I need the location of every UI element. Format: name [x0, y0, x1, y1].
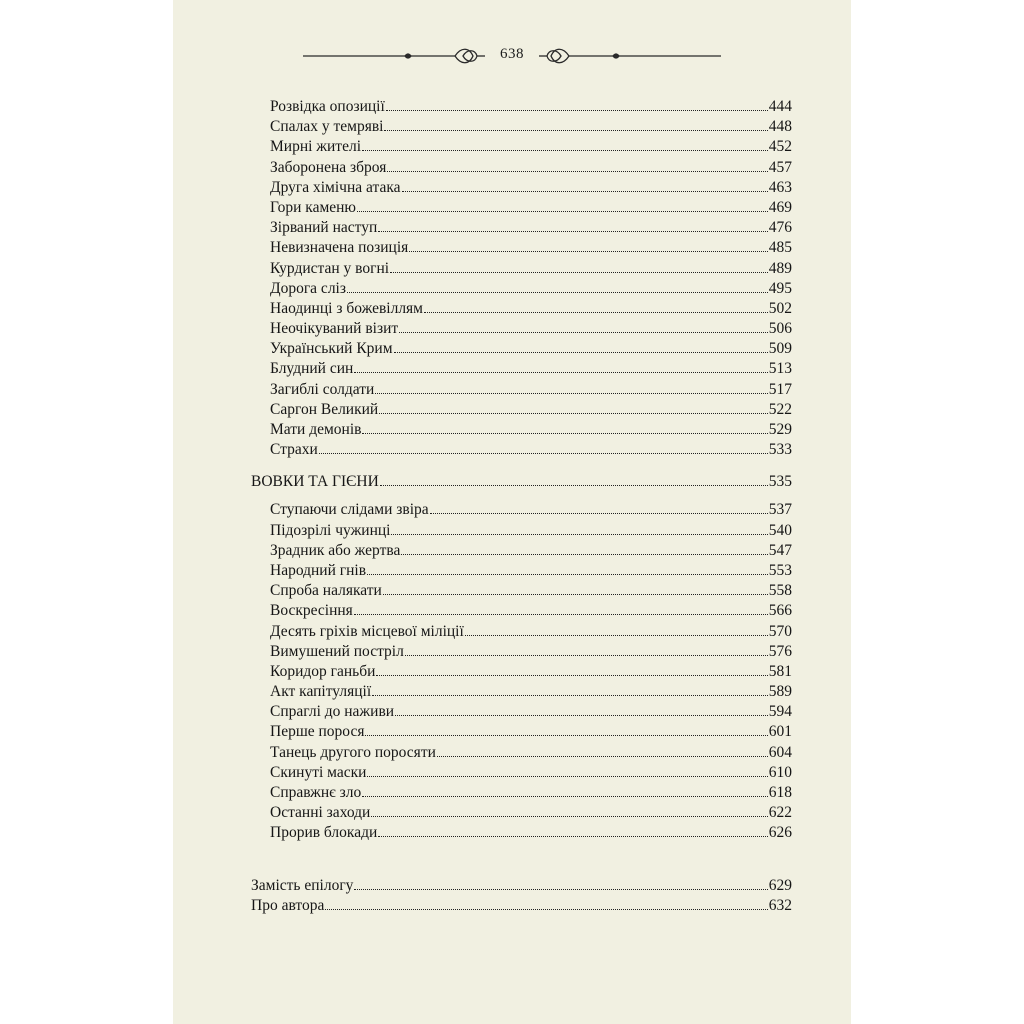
toc-entry	[251, 299, 792, 319]
toc-entry-title: Український Крим	[270, 340, 393, 358]
toc-entry-title: Акт капітуляції	[270, 683, 372, 701]
toc-entry-page: 476	[768, 219, 792, 237]
toc-entry	[251, 722, 792, 742]
dot-leader	[319, 452, 768, 454]
toc-entry-title: Ступаючи слідами звіра	[270, 501, 429, 519]
dot-leader	[401, 553, 767, 555]
toc-entry-title: Мати демонів	[270, 421, 362, 438]
toc-entry	[251, 440, 792, 460]
dot-leader	[405, 654, 768, 656]
toc-part-entry	[251, 471, 792, 500]
toc-entry	[251, 319, 792, 339]
toc-entry	[251, 400, 792, 420]
dot-leader	[409, 250, 767, 252]
toc-entry-page: 629	[768, 876, 792, 894]
toc-entry-title: Народний гнів	[270, 561, 367, 579]
dot-leader	[362, 432, 767, 434]
toc-entry-title: Саргон Великий	[270, 400, 379, 418]
toc-entry	[251, 763, 792, 783]
toc-entry-page: 495	[768, 279, 792, 297]
toc-entry-page: 457	[768, 158, 792, 176]
toc-entry-title: Спраглі до наживи	[270, 703, 395, 721]
toc-entry	[251, 97, 792, 117]
toc-entry	[251, 541, 792, 561]
toc-entry-page: 540	[768, 521, 792, 539]
toc-entry-page: 529	[768, 421, 792, 438]
toc-entry-title: Скинуті маски	[270, 763, 367, 781]
dot-leader	[325, 908, 767, 910]
dot-leader	[395, 714, 768, 716]
toc-entry-page: 485	[768, 239, 792, 257]
toc-entry-title: Блудний син	[270, 360, 354, 378]
toc-entry-page: 489	[768, 259, 792, 277]
toc-entry-title: Наодинці з божевіллям	[270, 299, 423, 317]
toc-entry	[251, 198, 792, 218]
dot-leader	[365, 734, 767, 736]
toc-entry	[251, 158, 792, 178]
toc-entry	[251, 420, 792, 440]
toc-entry	[251, 622, 792, 642]
toc-entry	[251, 642, 792, 662]
dot-leader	[354, 371, 767, 373]
toc-entry-page: 469	[768, 198, 792, 216]
toc-entry	[251, 279, 792, 299]
toc-entry-title: Друга хімічна атака	[270, 178, 401, 196]
dot-leader	[402, 190, 768, 192]
toc-entry	[251, 561, 792, 581]
dot-leader	[378, 835, 767, 837]
book-page	[173, 0, 851, 1024]
toc-entry-page: 448	[768, 118, 792, 136]
toc-entry-title: Останні заходи	[270, 804, 371, 822]
toc-entry-page: 566	[768, 602, 792, 620]
toc-entry-title: Зрадник або жертва	[270, 541, 401, 559]
toc-entry	[251, 662, 792, 682]
toc-entry-title: Десять гріхів місцевої міліції	[270, 622, 464, 640]
dot-leader	[430, 512, 768, 514]
dot-leader	[375, 392, 767, 394]
dot-leader	[465, 634, 768, 636]
dot-leader	[424, 311, 768, 313]
toc-entry-title: Вимушений постріл	[270, 642, 404, 660]
toc-entry-page: 506	[768, 320, 792, 338]
toc-entry-title: Курдистан у вогні	[270, 259, 390, 277]
toc-entry-page: 537	[768, 501, 792, 519]
toc-entry	[251, 339, 792, 359]
toc-entry-title: Підозрілі чужинці	[270, 521, 391, 539]
toc-entry-page: 594	[768, 703, 792, 721]
toc-entry-title: Коридор ганьби	[270, 662, 376, 680]
toc-entry-page: 601	[768, 723, 792, 741]
toc-entry	[251, 581, 792, 601]
toc-entry-page: 622	[768, 804, 792, 822]
toc-entry-title: Невизначена позиція	[270, 239, 409, 257]
toc-entry	[251, 521, 792, 541]
toc-entry-title: Страхи	[270, 441, 318, 459]
toc-entry	[251, 137, 792, 157]
toc-chapter-list-1	[251, 97, 792, 460]
toc-entry-title: Прорив блокади	[270, 824, 378, 842]
toc-entry-page: 553	[768, 561, 792, 579]
toc-entry-title: Дорога сліз	[270, 279, 346, 297]
toc-entry-title: Замість епілогу	[251, 876, 354, 894]
toc-entry-title: Справжнє зло	[270, 784, 362, 801]
dot-leader	[384, 129, 767, 131]
dot-leader	[394, 351, 768, 353]
toc-part-heading	[251, 471, 792, 500]
toc-entry	[251, 259, 792, 279]
toc-entry-page: 570	[768, 622, 792, 640]
toc-entry-page: 463	[768, 178, 792, 196]
toc-entry-title: Неочікуваний візит	[270, 320, 399, 338]
toc-entry-title: Спроба налякати	[270, 582, 382, 600]
toc-entry-page: 626	[768, 824, 792, 842]
toc-entry-title: Воскресіння	[270, 602, 353, 620]
dot-leader	[399, 331, 768, 333]
toc-entry-title: Мирні жителі	[270, 138, 362, 156]
toc-entry	[251, 178, 792, 198]
toc-entry-page: 502	[768, 299, 792, 317]
dot-leader	[386, 109, 768, 111]
toc-entry-page: 581	[768, 662, 792, 680]
dot-leader	[347, 291, 768, 293]
toc-entry	[251, 500, 792, 520]
toc-entry-title: Гори каменю	[270, 198, 357, 216]
toc-entry	[251, 803, 792, 823]
page-header	[173, 38, 851, 74]
dot-leader	[354, 613, 768, 615]
dot-leader	[371, 815, 767, 817]
toc-entry	[251, 380, 792, 400]
dot-leader	[437, 755, 768, 757]
toc-entry-title: Заборонена зброя	[270, 158, 387, 176]
dot-leader	[367, 775, 767, 777]
toc-entry	[251, 682, 792, 702]
toc-entry-page: 589	[768, 683, 792, 701]
dot-leader	[357, 210, 768, 212]
toc-chapter-list-2	[251, 500, 792, 843]
dot-leader	[372, 694, 768, 696]
toc-entry-title: Танець другого поросяти	[270, 743, 436, 761]
dot-leader	[362, 795, 767, 797]
toc-entry-page: 610	[768, 763, 792, 781]
toc-entry	[251, 743, 792, 763]
toc-entry-page: 547	[768, 541, 792, 559]
dot-leader	[391, 533, 767, 535]
toc-entry-page: 618	[768, 784, 792, 801]
toc-entry-page: 558	[768, 582, 792, 600]
toc-entry-page: 513	[768, 360, 792, 378]
dot-leader	[378, 230, 768, 232]
toc-back-entry	[251, 876, 792, 896]
dot-leader	[380, 484, 768, 486]
toc-entry-title: Про автора	[251, 896, 325, 914]
dot-leader	[362, 149, 768, 151]
toc-entry-title: ВОВКИ ТА ГІЄНИ	[251, 473, 379, 491]
toc-entry-page: 509	[768, 340, 792, 358]
toc-entry-page: 533	[768, 441, 792, 459]
toc-entry-page: 632	[768, 896, 792, 914]
toc-back-matter	[251, 876, 792, 916]
toc-entry	[251, 601, 792, 621]
dot-leader	[379, 412, 768, 414]
toc-entry-title: Перше порося	[270, 723, 365, 741]
toc-entry	[251, 117, 792, 137]
toc-entry-page: 604	[768, 743, 792, 761]
toc-entry	[251, 783, 792, 803]
toc-entry-page: 517	[768, 380, 792, 398]
toc-entry-title: Спалах у темряві	[270, 118, 384, 136]
dot-leader	[387, 170, 767, 172]
dot-leader	[376, 674, 767, 676]
dot-leader	[354, 888, 767, 890]
toc-entry-page: 535	[768, 473, 792, 491]
toc-entry-title: Загиблі солдати	[270, 380, 375, 398]
toc-entry	[251, 238, 792, 258]
toc-entry	[251, 359, 792, 379]
toc-entry-page: 522	[768, 400, 792, 418]
table-of-contents	[251, 97, 792, 916]
dot-leader	[367, 573, 768, 575]
toc-entry-title: Розвідка опозиції	[270, 98, 385, 115]
toc-entry-page: 576	[768, 642, 792, 660]
toc-entry-title: Зірваний наступ	[270, 219, 378, 237]
dot-leader	[390, 271, 768, 273]
dot-leader	[383, 593, 768, 595]
toc-entry-page: 444	[768, 98, 792, 115]
toc-entry	[251, 702, 792, 722]
page-number: 638	[500, 46, 524, 62]
toc-back-entry	[251, 896, 792, 916]
toc-entry	[251, 823, 792, 843]
toc-entry	[251, 218, 792, 238]
toc-entry-page: 452	[768, 138, 792, 156]
